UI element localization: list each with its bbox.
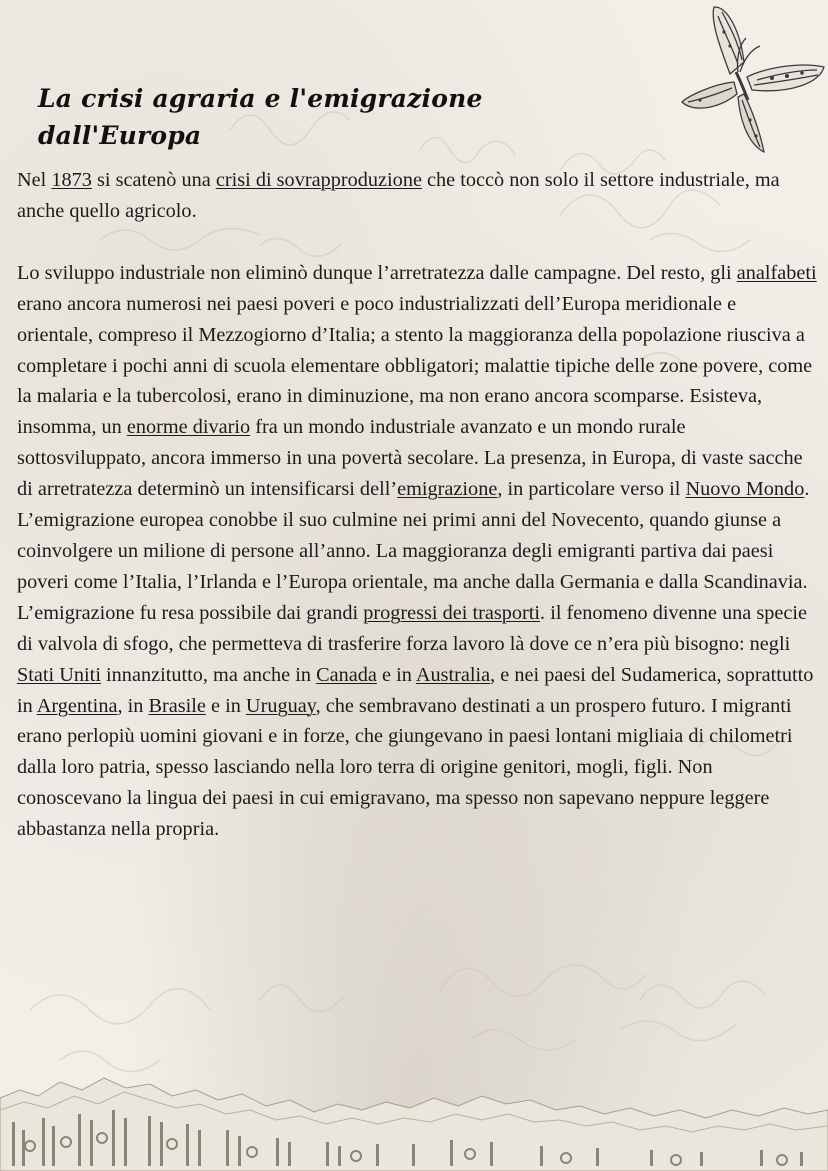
text-run: , in: [117, 694, 149, 717]
title-line-1: La crisi agraria e l'emigrazione: [38, 84, 483, 113]
text-run: e in: [376, 663, 416, 686]
body-text: [17, 165, 817, 845]
keyword-enorme-divario: enorme divario: [126, 416, 251, 439]
keyword-brasile: Brasile: [148, 694, 206, 717]
text-run: Nel: [17, 169, 52, 191]
text-run: . L’emigrazione europea conobbe il suo culmine nei primi anni del Novecento, quando giunse a coinvolgere un milione di persone all’anno. La maggioranza degli emigranti partiva dai paesi poveri come l’Italia, l’Irlanda e l’Europa orientale, ma anche dalla Germania e dalla Scandinavia. L’emigrazione fu resa possibile dai grandi: [17, 478, 810, 624]
keyword-argentina: Argentina: [36, 694, 118, 717]
text-run: , in particolare verso il: [497, 478, 686, 501]
paragraph-main: [17, 258, 817, 845]
paragraph-intro: [17, 165, 817, 227]
keyword-nuovo-mondo: Nuovo Mondo: [685, 478, 805, 501]
keyword-1873: 1873: [51, 169, 92, 191]
text-run: innanzitutto, ma anche in: [100, 663, 317, 686]
keyword-australia: Australia: [415, 663, 491, 686]
keyword-canada: Canada: [316, 663, 377, 686]
text-run: , che sembravano destinati a un prospero futuro. I migranti erano perlopiù uomini giovani e in forze, che giungevano in paesi lontani migliaia di chilometri dalla loro patria, spesso lasciando nella loro terra di origine genitori, mogli, figli. Non conoscevano la lingua dei paesi in cui emigravano, ma spesso non sapevano neppure leggere abbastanza nella propria.: [17, 694, 793, 841]
text-run: . il fenomeno divenne una specie di valvola di sfogo, che permetteva di trasferire forza lavoro là dove ce n’era più bisogno: negli: [17, 601, 807, 655]
text-run: erano ancora numerosi nei paesi poveri e poco industrializzati dell’Europa meridionale e orientale, compreso il Mezzogiorno d’Italia; a stento la maggioranza della popolazione riusciva a completare i pochi anni di scuola elementare obbligatori; malattie tipiche delle zone povere, come la malaria e la tubercolosi, erano in diminuzione, ma non erano ancora scomparse. Esisteva, insomma, un: [17, 292, 813, 439]
torn-newspaper-strip: [0, 1060, 828, 1171]
keyword-analfabeti: analfabeti: [736, 261, 817, 284]
keyword-crisi-sovrapproduzione: crisi di sovrapproduzione: [215, 169, 422, 191]
text-run: , e nei paesi del Sudamerica, soprattutto in: [17, 663, 814, 717]
keyword-emigrazione: emigrazione: [397, 478, 498, 501]
paragraph-gap: [17, 227, 817, 258]
text-run: e in: [205, 694, 246, 717]
keyword-progressi-trasporti: progressi dei trasporti: [363, 601, 541, 624]
keyword-uruguay: Uruguay: [245, 694, 316, 717]
text-run: Lo sviluppo industriale non eliminò dunque l’arretratezza dalle campagne. Del resto, gli: [17, 261, 737, 284]
page-title: [38, 80, 558, 154]
text-run: che toccò non solo il settore industriale, ma anche quello agricolo.: [17, 169, 780, 222]
text-run: fra un mondo industriale avanzato e un mondo rurale sottosviluppato, ancora immerso in una povertà secolare. La presenza, in Europa, di vaste sacche di arretratezza determinò un intensificarsi dell’: [17, 416, 803, 501]
title-line-2: dall'Europa: [38, 121, 202, 150]
keyword-stati-uniti: Stati Uniti: [17, 663, 101, 686]
text-run: si scatenò una: [91, 169, 216, 191]
butterfly-icon: [652, 2, 828, 162]
